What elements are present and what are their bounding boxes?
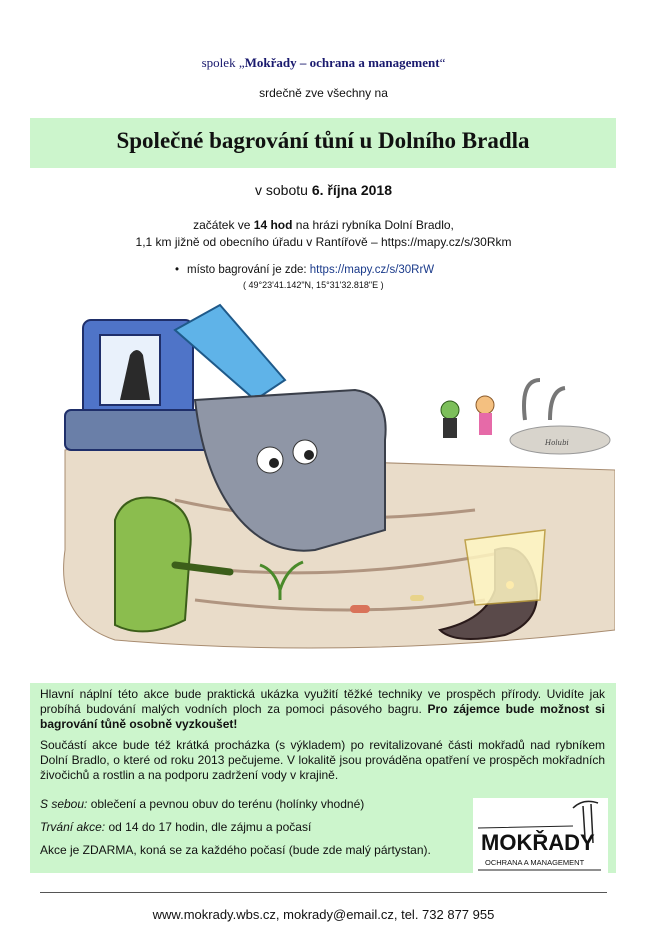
footer-divider [40,892,607,893]
organizer-line [0,55,647,71]
page-title: Společné bagrování tůní u Dolního Bradla [116,128,530,153]
footer-contacts: www.mokrady.wbs.cz, mokrady@email.cz, tel. 732 877 955 [152,907,495,922]
org-prefix: spolek „ [201,55,245,70]
bullet-icon: • [175,264,180,276]
small-girl-body [479,413,492,435]
bucket-pupil-right [304,450,314,460]
site-coordinates: ( 49°23'41.142"N, 15°31'32.818"E ) [243,280,384,290]
site-link[interactable]: https://mapy.cz/s/30RrW [309,264,435,276]
start-time: 14 hod [253,218,293,232]
org-suffix: “ [439,55,446,70]
info-paragraph-walk: Součástí akce bude též krátká procházka (s výkladem) po revitalizované části mokřadů nad rybníkem Dolní Bradlo, o které od roku 2013 pečujeme. V lokalitě jsou prováděna opatření ve prospěch mokřadních živočichů a rostlin a na podporu zadržení vody v krajině. [40,738,605,782]
swan-necks [524,380,565,420]
site-line [175,264,434,276]
pebble-shape [350,605,370,613]
small-frog-head [441,401,459,419]
bucket-pupil-left [269,458,279,468]
date-value: 6. října 2018 [311,182,392,198]
bring-text: oblečení a pevnou obuv do terénu (holínky vhodné) [87,797,365,811]
start-prefix: začátek ve [193,218,254,232]
site-label: místo bagrování je zde: [187,264,310,276]
info-main-highlight: Pro zájemce bude možnost si bagrování tůně osobně vyzkoušet! [40,702,606,731]
info-paragraph-main [40,687,605,732]
invite-line: srdečně zve všechny na [259,86,388,100]
start-line-2: 1,1 km jižně od obecního úřadu v Rantířově – https://mapy.cz/s/30Rkm [135,235,512,249]
duration-text: od 14 do 17 hodin, dle zájmu a počasí [105,820,312,834]
hill-sign: Holubi [545,439,569,447]
illustration [55,300,615,670]
start-line-1 [0,218,647,232]
duration-label: Trvání akce: [40,820,106,834]
start-place: na hrázi rybníka Dolní Bradlo, [292,218,454,232]
small-frog-body [443,418,457,438]
event-date [0,182,647,198]
bring-label: S sebou: [40,797,88,811]
org-name: Mokřady – ochrana a management [244,55,440,70]
info-main-text: Hlavní náplní této akce bude praktická ukázka využití těžké techniky ve prospěch přírody. Uvidíte jak probíhá budování malých vodních ploch za pomoci pásového bagru. [40,687,605,716]
logo-name: MOKŘADY [481,830,595,855]
date-prefix: v sobotu [255,182,312,198]
small-girl-head [476,396,494,414]
pebble-shape-2 [410,595,424,601]
logo-tagline: OCHRANA A MANAGEMENT [485,858,585,867]
mokrady-logo [473,798,608,878]
paper-map [465,530,545,605]
info-paragraph-free: Akce je ZDARMA, koná se za každého počasí (bude zde malý pártystan). [40,843,431,857]
